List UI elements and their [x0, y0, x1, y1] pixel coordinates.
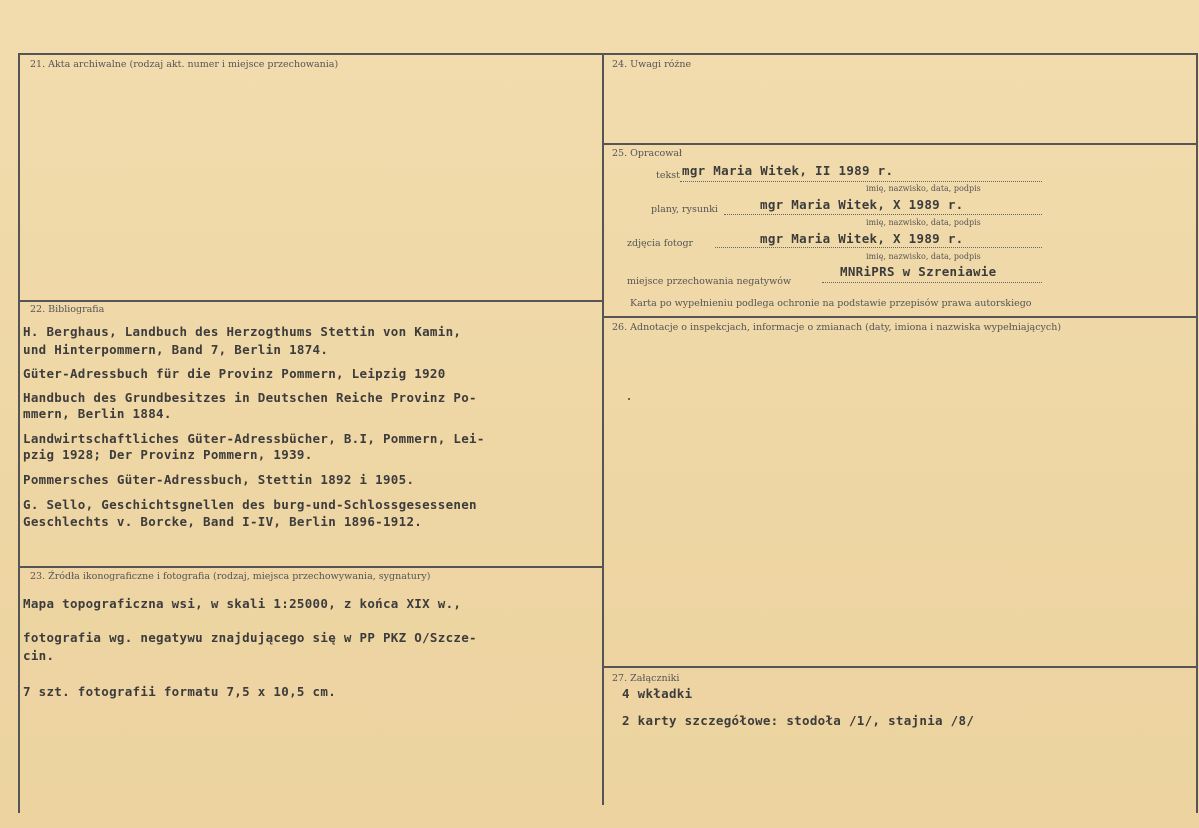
- zdjecia-value: mgr Maria Witek, X 1989 r.: [760, 231, 964, 246]
- section-23-label: 23. Źródła ikonograficzne i fotografia (rodzaj, miejsca przechowywania, sygnatury): [30, 571, 431, 582]
- plany-caption: imię, nazwisko, data, podpis: [866, 218, 981, 227]
- left-border: [18, 53, 20, 813]
- tekst-dotline: [680, 181, 1042, 182]
- section-24-label: 24. Uwagi różne: [612, 59, 692, 70]
- bibliography-line: und Hinterpommern, Band 7, Berlin 1874.: [23, 342, 329, 357]
- divider-22-23: [18, 566, 603, 568]
- bibliography-line: Güter-Adressbuch für die Provinz Pommern, Leipzig 1920: [23, 366, 446, 381]
- plany-label: plany, rysunki: [651, 204, 718, 215]
- miejsce-label: miejsce przechowania negatywów: [627, 276, 792, 287]
- section-21-label: 21. Akta archiwalne (rodzaj akt. numer i miejsce przechowania): [30, 59, 339, 70]
- section-27-label: 27. Załączniki: [612, 673, 680, 684]
- miejsce-dotline: [822, 282, 1042, 283]
- divider-21-22: [18, 300, 603, 302]
- tekst-value: mgr Maria Witek, II 1989 r.: [682, 163, 894, 178]
- bibliography-line: Geschlechts v. Borcke, Band I-IV, Berlin 1896-1912.: [23, 514, 423, 529]
- bibliography-line: Pommersches Güter-Adressbuch, Stettin 1892 i 1905.: [23, 472, 415, 487]
- divider-25-26: [603, 316, 1197, 318]
- bibliography-line: G. Sello, Geschichtsgnellen des burg-und-Schlossgesessenen: [23, 497, 477, 512]
- plany-value: mgr Maria Witek, X 1989 r.: [760, 197, 964, 212]
- bibliography-line: pzig 1928; Der Provinz Pommern, 1939.: [23, 447, 313, 462]
- attachment-line: 2 karty szczegółowe: stodoła /1/, stajnia /8/: [622, 713, 975, 728]
- middle-divider: [602, 53, 604, 805]
- source-line: Mapa topograficzna wsi, w skali 1:25000, z końca XIX w.,: [23, 596, 462, 611]
- divider-26-27: [603, 666, 1197, 668]
- right-border: [1196, 53, 1198, 813]
- stray-dot: [628, 398, 630, 400]
- source-line: fotografia wg. negatywu znajdującego się w PP PKZ O/Szcze-: [23, 630, 477, 645]
- source-line: 7 szt. fotografii formatu 7,5 x 10,5 cm.: [23, 684, 337, 699]
- section-25-label: 25. Opracował: [612, 148, 683, 159]
- bibliography-line: Landwirtschaftliches Güter-Adressbücher, B.I, Pommern, Lei-: [23, 431, 485, 446]
- tekst-label: tekst: [656, 170, 680, 181]
- top-border: [18, 53, 1197, 55]
- attachment-line: 4 wkładki: [622, 686, 693, 701]
- tekst-caption: imię, nazwisko, data, podpis: [866, 184, 981, 193]
- section-26-label: 26. Adnotacje o inspekcjach, informacje o zmianach (daty, imiona i nazwiska wypełniających): [612, 322, 1062, 333]
- bibliography-line: mmern, Berlin 1884.: [23, 406, 172, 421]
- source-line: cin.: [23, 648, 55, 663]
- divider-24-25: [603, 143, 1197, 145]
- miejsce-value: MNRiPRS w Szreniawie: [840, 264, 997, 279]
- section-22-label: 22. Bibliografia: [30, 304, 105, 315]
- copyright-note: Karta po wypełnieniu podlega ochronie na podstawie przepisów prawa autorskiego: [630, 298, 1032, 309]
- bibliography-line: H. Berghaus, Landbuch des Herzogthums Stettin von Kamin,: [23, 324, 462, 339]
- zdjecia-dotline: [715, 247, 1042, 248]
- zdjecia-label: zdjęcia fotogr: [627, 238, 694, 249]
- plany-dotline: [724, 214, 1042, 215]
- bibliography-line: Handbuch des Grundbesitzes in Deutschen Reiche Provinz Po-: [23, 390, 477, 405]
- zdjecia-caption: imię, nazwisko, data, podpis: [866, 252, 981, 261]
